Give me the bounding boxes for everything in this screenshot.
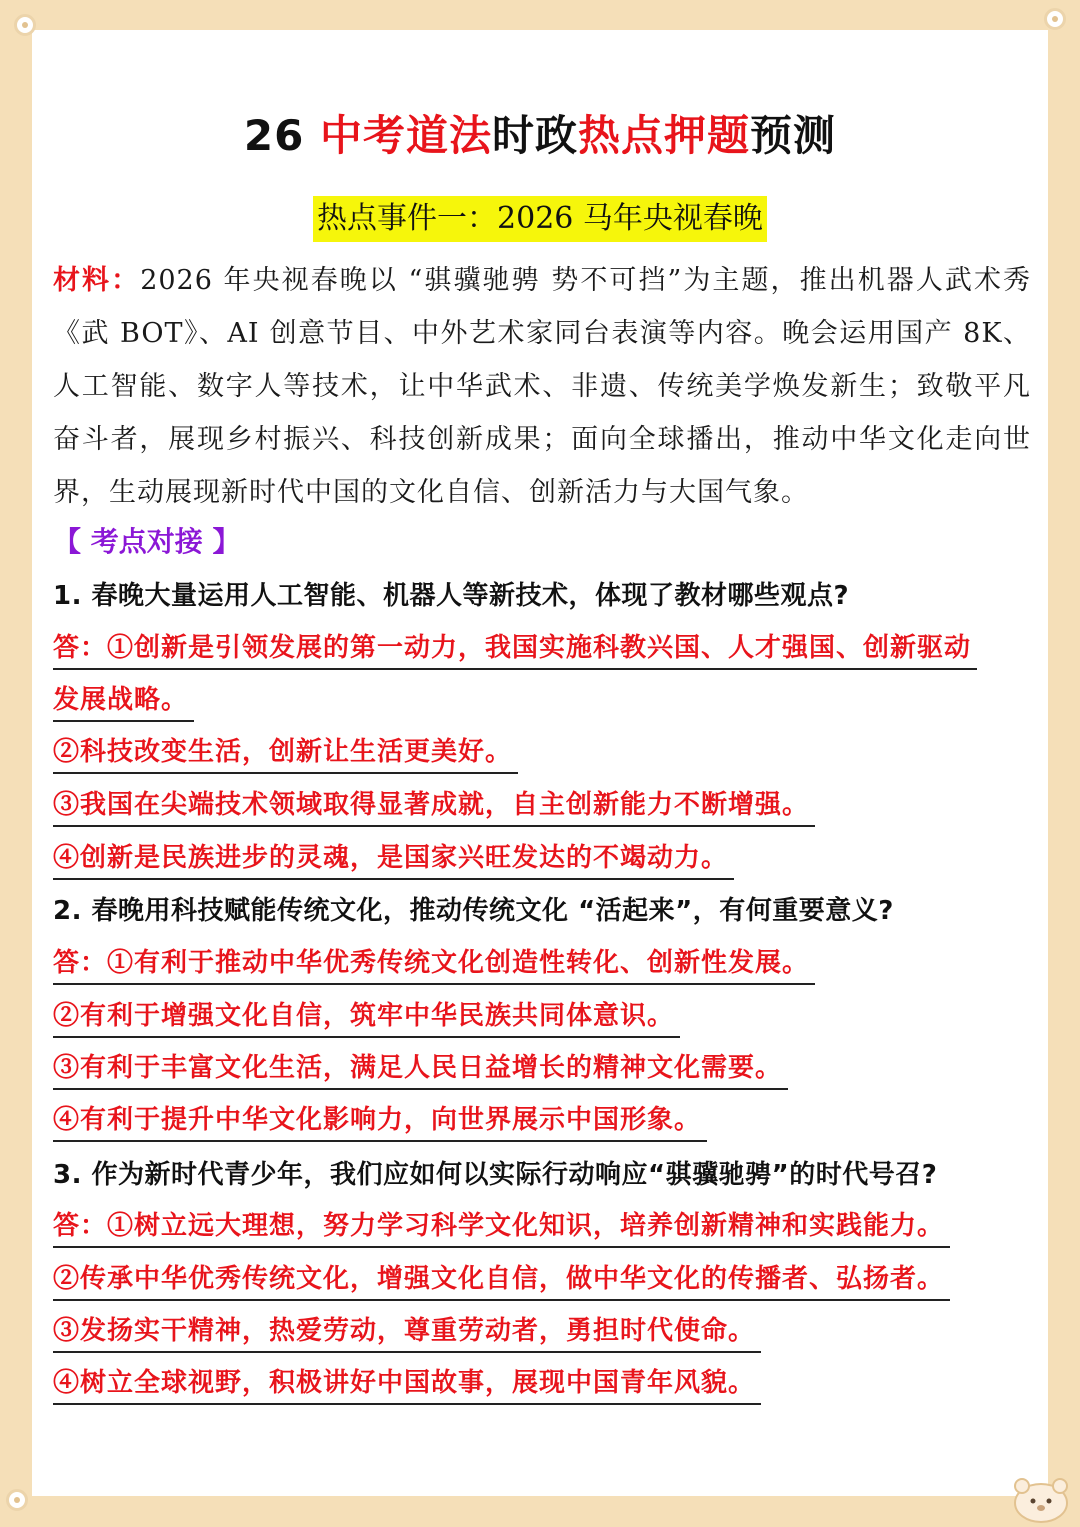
q1-answer-3: ③我国在尖端技术领域取得显著成就，自主创新能力不断增强。 [53, 785, 815, 827]
title-part-2: 时政 [492, 111, 579, 160]
material-text: 2026 年央视春晚以 “骐骥驰骋 势不可挡”为主题，推出机器人武术秀《武 BOT》、AI 创意节目、中外艺术家同台表演等内容。晚会运用国产 8K、人工智能、数字人等技术，让中华武术、非遗、传统美学焕发新生；致敬平凡奋斗者，展现乡村振兴、科技创新成果；面向全球播出，推动中华文化走向世界，生动展现新时代中国的文化自信、创新活力与大国气象。 [53, 265, 1032, 508]
material-paragraph [53, 254, 1031, 519]
corner-decoration-bottom-left [6, 1489, 28, 1511]
title-part-1: 中考道法 [320, 111, 493, 160]
q1-answer-1-line-2: 发展战略。 [53, 680, 194, 722]
title-part-4: 预测 [750, 111, 837, 160]
page-title [0, 96, 1080, 176]
title-part-3: 热点押题 [578, 111, 751, 160]
corner-decoration-top-right [1044, 8, 1066, 30]
material-label: 材料： [53, 265, 141, 296]
q2-answer-2: ②有利于增强文化自信，筑牢中华民族共同体意识。 [53, 996, 680, 1038]
event-heading-wrap [0, 196, 1080, 242]
q3-answer-1: 答：①树立远大理想，努力学习科学文化知识，培养创新精神和实践能力。 [53, 1206, 950, 1248]
question-2: 2. 春晚用科技赋能传统文化，推动传统文化 “活起来”，有何重要意义? [53, 896, 894, 926]
section-heading-kaodian: 【 考点对接 】 [53, 525, 241, 558]
q2-answer-3: ③有利于丰富文化生活，满足人民日益增长的精神文化需要。 [53, 1048, 788, 1090]
q3-answer-2: ②传承中华优秀传统文化，增强文化自信，做中华文化的传播者、弘扬者。 [53, 1259, 950, 1301]
question-1: 1. 春晚大量运用人工智能、机器人等新技术，体现了教材哪些观点? [53, 581, 850, 611]
title-number: 26 [243, 111, 320, 160]
question-3: 3. 作为新时代青少年，我们应如何以实际行动响应“骐骥驰骋”的时代号召? [53, 1160, 938, 1190]
q2-answer-4: ④有利于提升中华文化影响力，向世界展示中国形象。 [53, 1100, 707, 1142]
q3-answer-3: ③发扬实干精神，热爱劳动，尊重劳动者，勇担时代使命。 [53, 1311, 761, 1353]
q1-answer-1-line-1: 答：①创新是引领发展的第一动力，我国实施科教兴国、人才强国、创新驱动 [53, 628, 977, 670]
q2-answer-1: 答：①有利于推动中华优秀传统文化创造性转化、创新性发展。 [53, 943, 815, 985]
q3-answer-4: ④树立全球视野，积极讲好中国故事，展现中国青年风貌。 [53, 1363, 761, 1405]
q1-answer-2: ②科技改变生活，创新让生活更美好。 [53, 732, 518, 774]
q1-answer-4: ④创新是民族进步的灵魂，是国家兴旺发达的不竭动力。 [53, 838, 734, 880]
event-heading: 热点事件一：2026 马年央视春晚 [313, 196, 767, 242]
bear-sticker-icon [1008, 1469, 1074, 1523]
corner-decoration-top-left [14, 14, 36, 36]
